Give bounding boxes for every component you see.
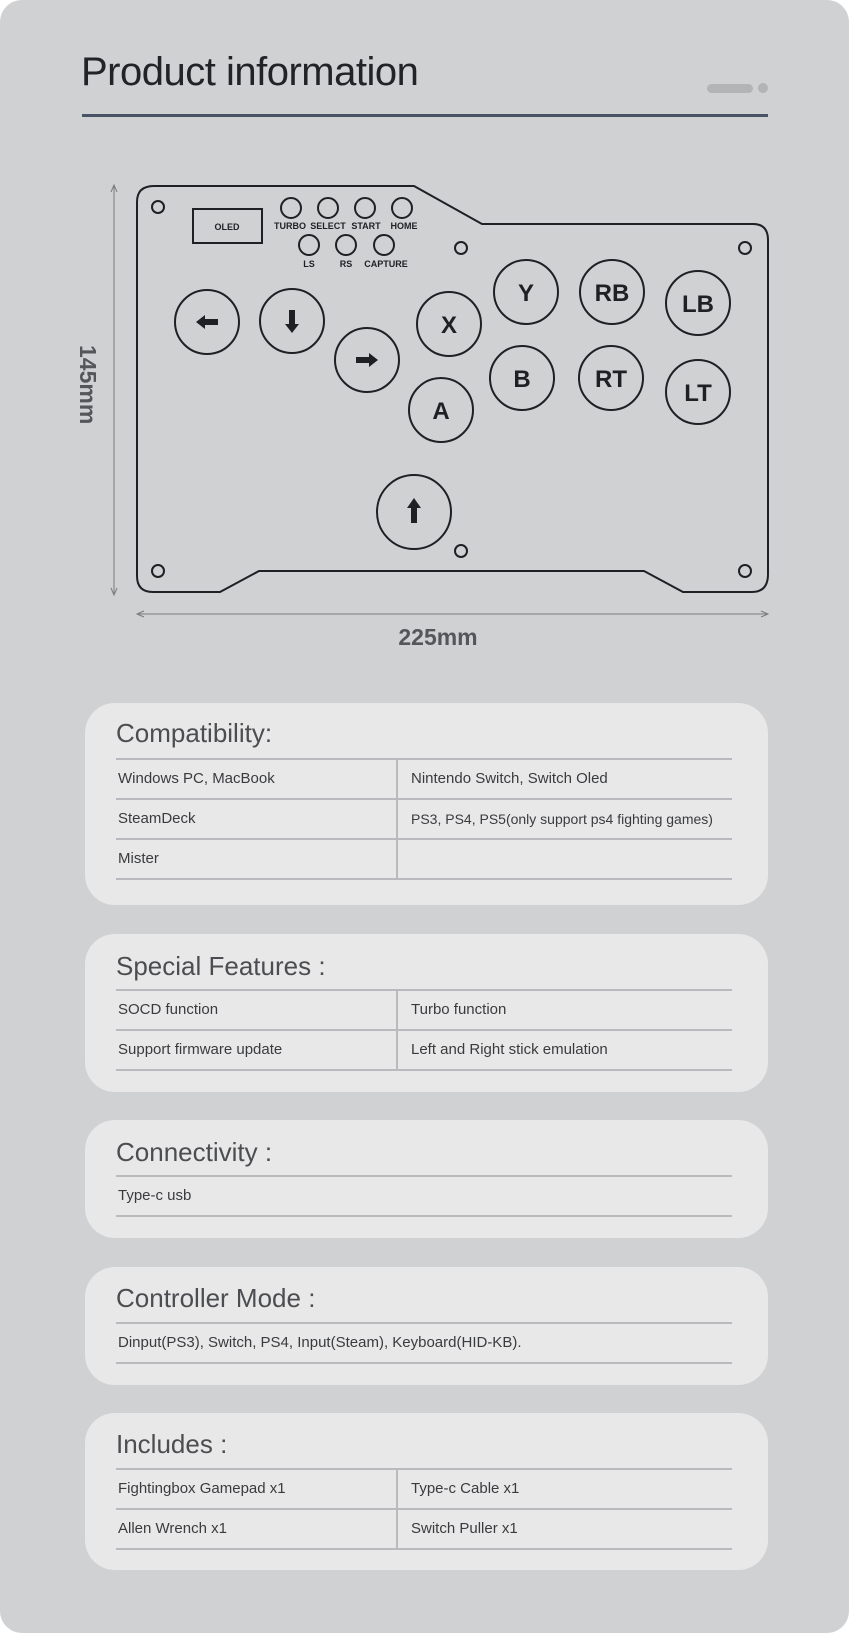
arrow-left-icon [196, 315, 218, 329]
page-title: Product information [81, 50, 419, 94]
start-label: START [351, 221, 381, 231]
table-row [116, 800, 732, 840]
table-cell: Fightingbox Gamepad x1 [118, 1480, 286, 1497]
home-button [392, 198, 412, 218]
special-features-card [85, 934, 768, 1092]
includes-table [116, 1468, 732, 1550]
select-button [318, 198, 338, 218]
connectivity-card [85, 1120, 768, 1238]
table-row [116, 1177, 732, 1217]
table-row [116, 1324, 732, 1364]
controller-outline [137, 186, 768, 592]
table-row [116, 1470, 732, 1510]
decorative-dot [758, 83, 768, 93]
arrow-up-icon [407, 498, 421, 523]
start-button [355, 198, 375, 218]
arrow-right-icon [356, 353, 378, 367]
table-cell: Turbo function [411, 1001, 507, 1018]
b-label: B [513, 366, 531, 393]
turbo-label: TURBO [274, 221, 306, 231]
table-cell: PS3, PS4, PS5(only support ps4 fighting games) [411, 811, 713, 827]
turbo-button [281, 198, 301, 218]
lt-label: LT [684, 380, 712, 407]
x-label: X [440, 312, 458, 339]
title-divider [82, 114, 768, 117]
rb-label: RB [594, 280, 630, 307]
compatibility-title: Compatibility: [116, 718, 273, 748]
includes-title: Includes : [116, 1429, 228, 1459]
width-dimension [137, 611, 768, 650]
table-cell: Support firmware update [118, 1041, 283, 1058]
table-cell: SteamDeck [118, 810, 196, 827]
special-features-table [116, 989, 732, 1071]
special-features-title: Special Features : [116, 951, 326, 981]
controller-mode-card [85, 1267, 768, 1385]
height-label: 145mm [75, 345, 101, 425]
a-label: A [432, 398, 450, 425]
rt-label: RT [595, 366, 627, 393]
table-cell: Left and Right stick emulation [411, 1041, 608, 1058]
table-cell: Dinput(PS3), Switch, PS4, Input(Steam), Keyboard(HID-KB). [118, 1334, 522, 1351]
y-label: Y [517, 280, 535, 307]
table-cell: Windows PC, MacBook [118, 770, 275, 787]
rs-button [336, 235, 356, 255]
capture-button [374, 235, 394, 255]
table-cell: Nintendo Switch, Switch Oled [411, 770, 608, 787]
arrow-down-icon [285, 310, 299, 333]
table-row [116, 840, 732, 880]
connectivity-table [116, 1175, 732, 1217]
table-cell: Type-c usb [118, 1187, 192, 1204]
table-cell: Switch Puller x1 [411, 1520, 518, 1537]
ls-label: LS [303, 259, 315, 269]
controller-mode-title: Controller Mode : [116, 1283, 316, 1313]
rs-label: RS [339, 259, 353, 269]
decorative-pill [707, 84, 753, 93]
table-row [116, 760, 732, 800]
table-row [116, 1031, 732, 1071]
select-label: SELECT [310, 221, 346, 231]
lb-label: LB [682, 291, 714, 318]
width-label: 225mm [398, 624, 478, 650]
table-cell: Type-c Cable x1 [411, 1480, 520, 1497]
controller-diagram [0, 170, 849, 660]
compatibility-card [85, 703, 768, 905]
compatibility-table [116, 758, 732, 880]
table-row [116, 1510, 732, 1550]
connectivity-title: Connectivity : [116, 1137, 273, 1167]
screw-holes [152, 201, 751, 577]
table-cell: Allen Wrench x1 [118, 1520, 227, 1537]
capture-label: CAPTURE [364, 259, 408, 269]
oled-label: OLED [214, 222, 240, 232]
height-dimension [75, 185, 117, 595]
table-row [116, 991, 732, 1031]
ls-button [299, 235, 319, 255]
controller-mode-table [116, 1322, 732, 1364]
includes-card [85, 1413, 768, 1570]
home-label: HOME [390, 221, 418, 231]
table-cell: Mister [118, 850, 159, 867]
table-cell: SOCD function [118, 1001, 219, 1018]
